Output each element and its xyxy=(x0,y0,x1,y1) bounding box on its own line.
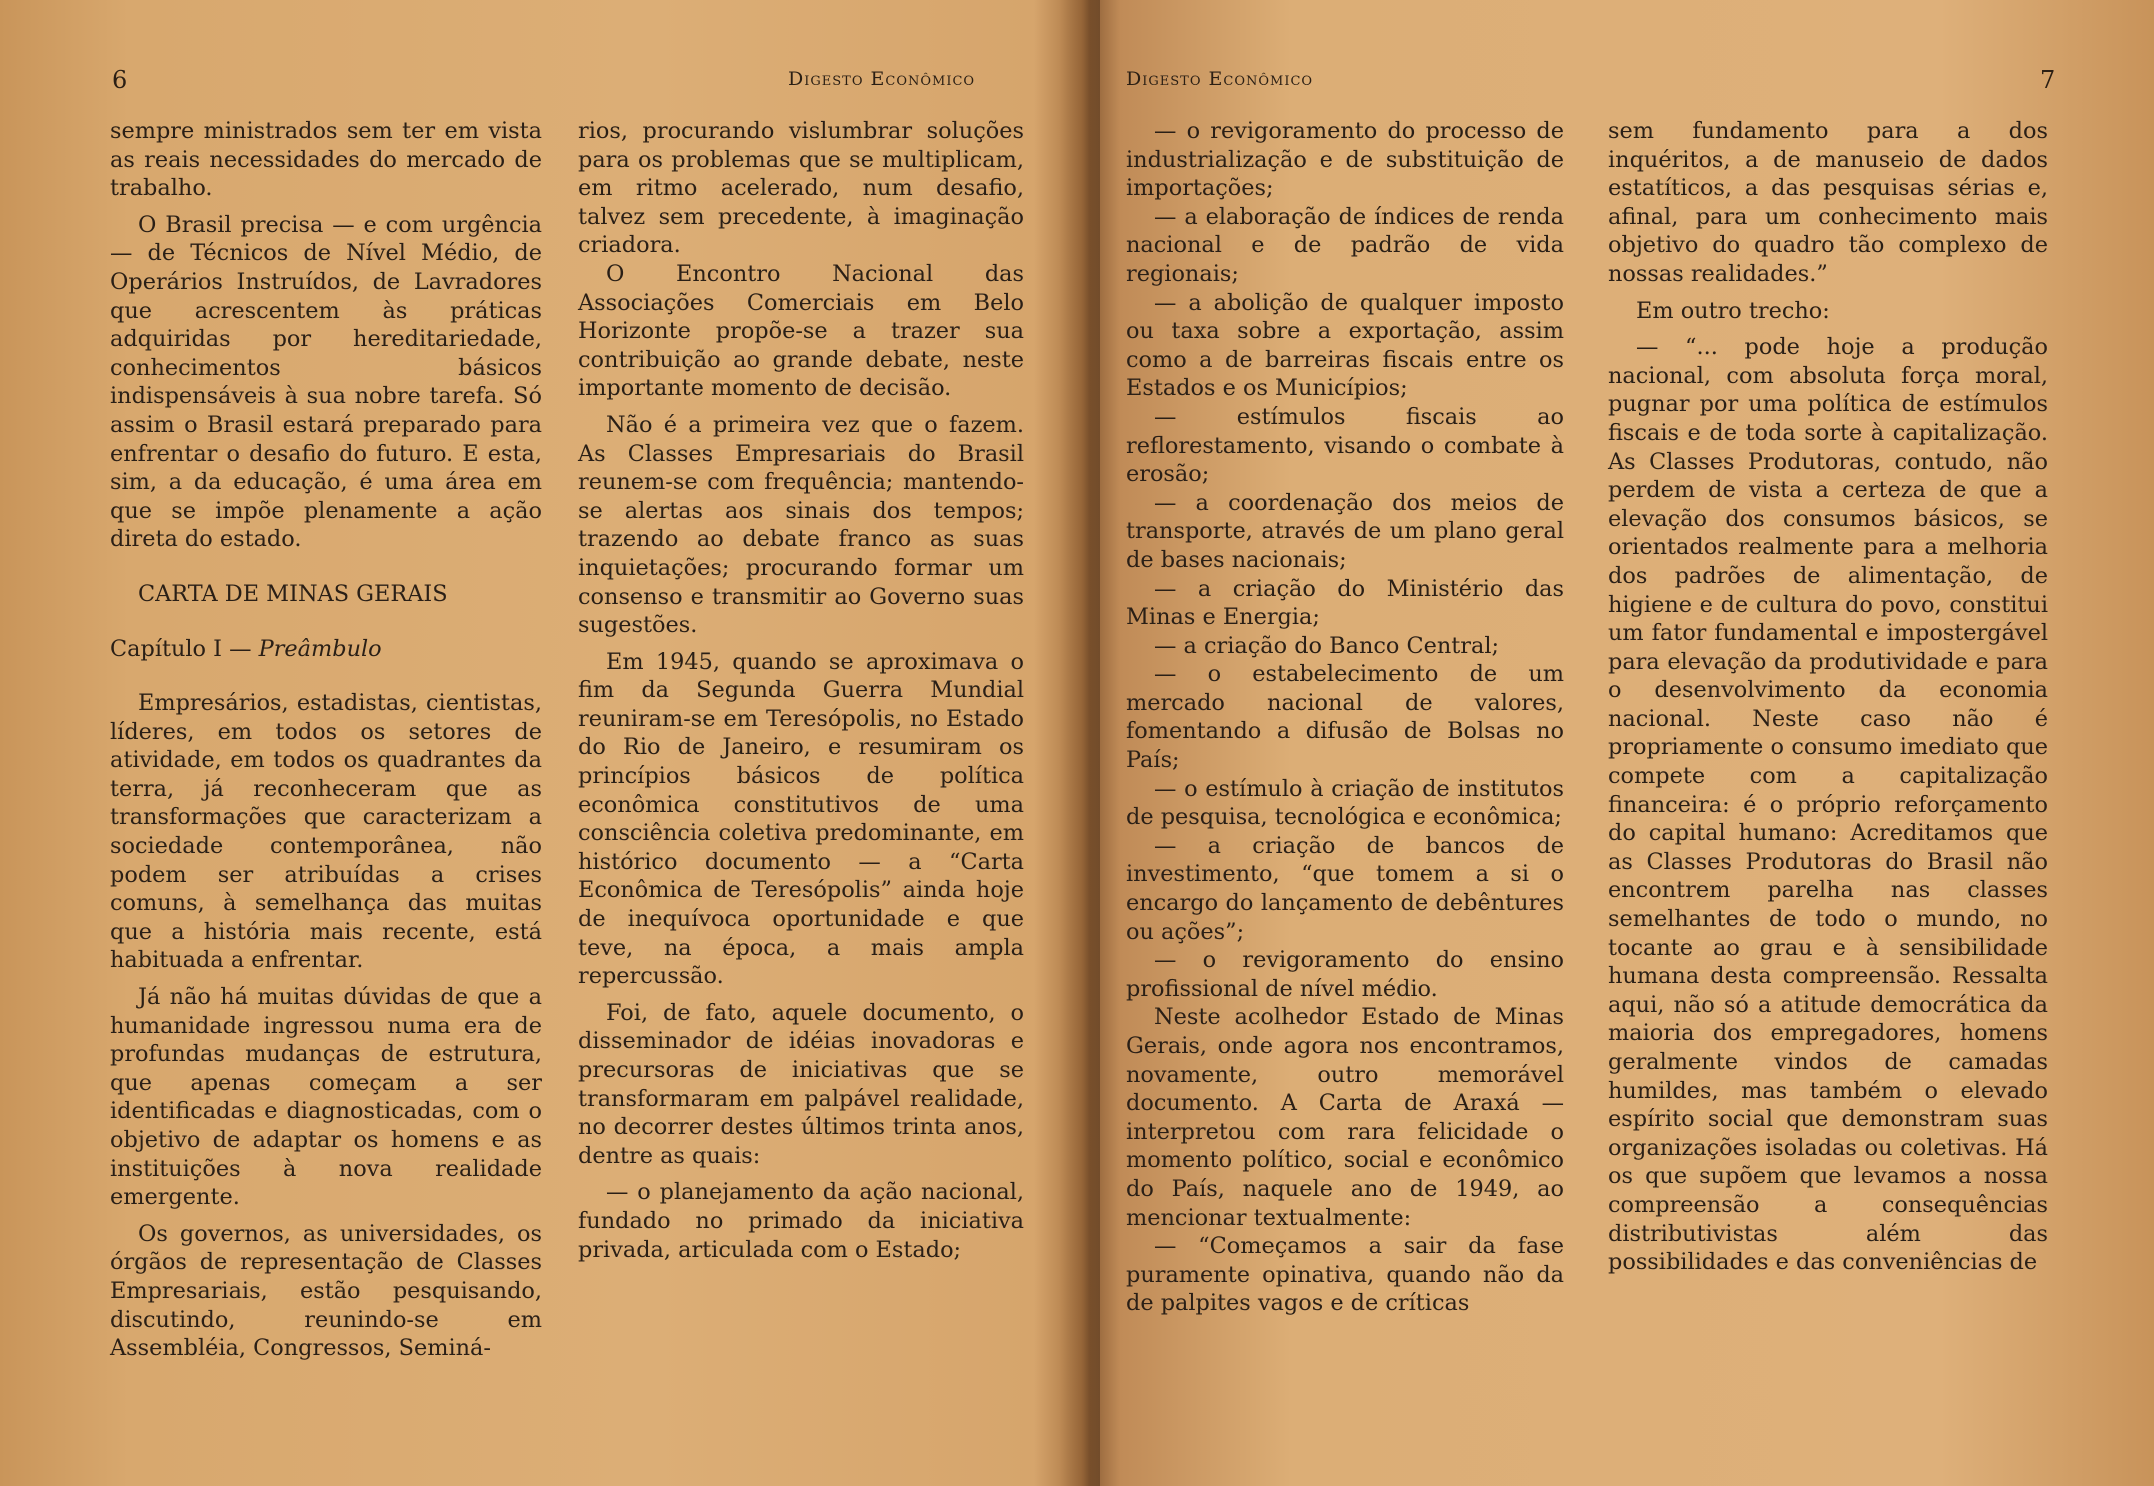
paragraph: Não é a primeira vez que o fazem. As Classes Empresariais do Brasil reunem-se com frequência; mantendo-se alertas aos sinais dos tempos; trazendo ao debate franco as suas inquietações; procurando formar um consenso e transmitir ao Governo suas sugestões. xyxy=(578,411,1024,639)
quote: — “... pode hoje a produção nacional, com absoluta força moral, pugnar por uma política de estímulos fiscais e de toda sorte à capitalização. As Classes Produtoras, contudo, não perdem de vista a certeza de que a elevação dos consumos básicos, se orientados realmente para a melhoria dos padrões de alimentação, de higiene e de cultura do povo, constitui um fator fundamental e impostergável para elevação da produtividade e para o desenvolvimento da economia nacional. Neste caso não é propriamente o consumo imediato que compete com a capitalização financeira: é o próprio reforçamento do capital humano: Acreditamos que as Classes Produtoras do Brasil não encontrem parelha nas classes semelhantes de todo o mundo, no tocante ao grau e à sensibilidade humana desta compreensão. Ressalta aqui, não só a atitude democrática da maioria dos empregadores, homens geralmente vindos de camadas humildes, mas também o elevado espírito social que demonstram suas organizações isoladas ou coletivas. Há os que supõem que levamos a nossa compreensão a consequências distributivistas além das possibilidades e das conveniências de xyxy=(1608,334,2048,1276)
paragraph: Neste acolhedor Estado de Minas Gerais, onde agora nos encontramos, novamente, outro memorável documento. A Carta de Araxá — interpretou com rara felicidade o momento político, social e econômico do País, naquele ano de 1949, ao mencionar textualmente: xyxy=(1126,1004,1564,1231)
text-column-1 xyxy=(110,117,542,1363)
list-item: — o estabelecimento de um mercado nacional de valores, fomentando a difusão de Bolsas no País; xyxy=(1126,661,1564,774)
paragraph: rios, procurando vislumbrar soluções para os problemas que se multiplicam, em ritmo acelerado, num desafio, talvez sem precedente, à imaginação criadora. xyxy=(578,118,1024,259)
text-column-4 xyxy=(1608,117,2048,1277)
list-item: — a abolição de qualquer imposto ou taxa sobre a exportação, assim como a de barreiras fiscais entre os Estados e os Municípios; xyxy=(1126,289,1564,402)
section-heading: CARTA DE MINAS GERAIS xyxy=(138,580,448,607)
list-item: — estímulos fiscais ao reflorestamento, visando o combate à erosão; xyxy=(1126,403,1564,488)
text-column-3 xyxy=(1126,117,1564,1318)
list-item: — a criação do Banco Central; xyxy=(1154,632,1500,659)
quote: — “Começamos a sair da fase puramente opinativa, quando não da de palpites vagos e de críticas xyxy=(1126,1233,1564,1317)
list-item: — a elaboração de índices de renda nacional e de padrão de vida regionais; xyxy=(1126,203,1564,287)
text-column-2 xyxy=(578,117,1024,1264)
book-gutter xyxy=(1060,0,1100,1486)
paragraph: sem fundamento para a dos inquéritos, a de manuseio de dados estatíticos, a das pesquisas sérias e, afinal, para um conhecimento mais objetivo do quadro tão complexo de nossas realidades.” xyxy=(1608,118,2048,287)
paragraph: O Encontro Nacional das Associações Comerciais em Belo Horizonte propõe-se a trazer sua contribuição ao grande debate, neste importante momento de decisão. xyxy=(578,260,1024,402)
list-item: — o planejamento da ação nacional, fundado no primado da iniciativa privada, articulada com o Estado; xyxy=(578,1179,1024,1263)
running-head-left: Digesto Econômico xyxy=(788,68,976,90)
list-item: — o estímulo à criação de institutos de pesquisa, tecnológica e econômica; xyxy=(1126,775,1564,831)
chapter-heading xyxy=(110,635,542,664)
paragraph: Foi, de fato, aquele documento, o disseminador de idéias inovadoras e precursoras de iniciativas que se transformaram em palpável realidade, no decorrer destes últimos trinta anos, dentre as quais: xyxy=(578,999,1024,1169)
paragraph: Já não há muitas dúvidas de que a humanidade ingressou numa era de profundas mudanças de estrutura, que apenas começam a ser identificadas e diagnosticadas, com o objetivo de adaptar os homens e as instituições à nova realidade emergente. xyxy=(110,984,542,1211)
running-head-right: Digesto Econômico xyxy=(1126,68,1314,90)
list-item: — a coordenação dos meios de transporte, através de um plano geral de bases nacionais; xyxy=(1126,489,1564,573)
page-number-right: 7 xyxy=(2040,66,2056,94)
paragraph: sempre ministrados sem ter em vista as reais necessidades do mercado de trabalho. xyxy=(110,118,542,202)
paragraph: O Brasil precisa — e com urgência — de Técnicos de Nível Médio, de Operários Instruídos, de Lavradores que acrescentem às práticas adquiridas por hereditariedade, conhecimentos básicos indispensáveis à sua nobre tarefa. Só assim o Brasil estará preparado para enfrentar o desafio do futuro. E esta, sim, a da educação, é uma área em que se impõe plenamente a ação direta do estado. xyxy=(110,211,542,553)
paragraph: Empresários, estadistas, cientistas, líderes, em todos os setores de atividade, em todos os quadrantes da terra, já reconheceram que as transformações que caracterizam a sociedade contemporânea, não podem ser atribuídas a crises comuns, à semelhança das muitas que a história mais recente, está habituada a enfrentar. xyxy=(110,690,542,974)
paragraph: Em outro trecho: xyxy=(1636,297,1830,324)
list-item: — o revigoramento do ensino profissional de nível médio. xyxy=(1126,947,1564,1002)
list-item: — o revigoramento do processo de industrialização e de substituição de importações; xyxy=(1126,118,1564,202)
chapter-title: Preâmbulo xyxy=(258,635,382,662)
list-item: — a criação do Ministério das Minas e Energia; xyxy=(1126,575,1564,631)
page-number-left: 6 xyxy=(112,66,128,94)
list-item: — a criação de bancos de investimento, “que tomem a si o encargo do lançamento de debêntures ou ações”; xyxy=(1126,832,1564,945)
paragraph: Em 1945, quando se aproximava o fim da Segunda Guerra Mundial reuniram-se em Teresópolis, no Estado do Rio de Janeiro, e resumiram os princípios básicos de política econômica constitutivos de uma consciência coletiva predominante, em histórico documento — a “Carta Econômica de Teresópolis” ainda hoje de inequívoca oportunidade e que teve, na época, a mais ampla repercussão. xyxy=(578,648,1024,990)
chapter-label: Capítulo I — xyxy=(110,635,252,662)
paragraph: Os governos, as universidades, os órgãos de representação de Classes Empresariais, estão pesquisando, discutindo, reunindo-se em Assembléia, Congressos, Seminá- xyxy=(110,1220,542,1362)
